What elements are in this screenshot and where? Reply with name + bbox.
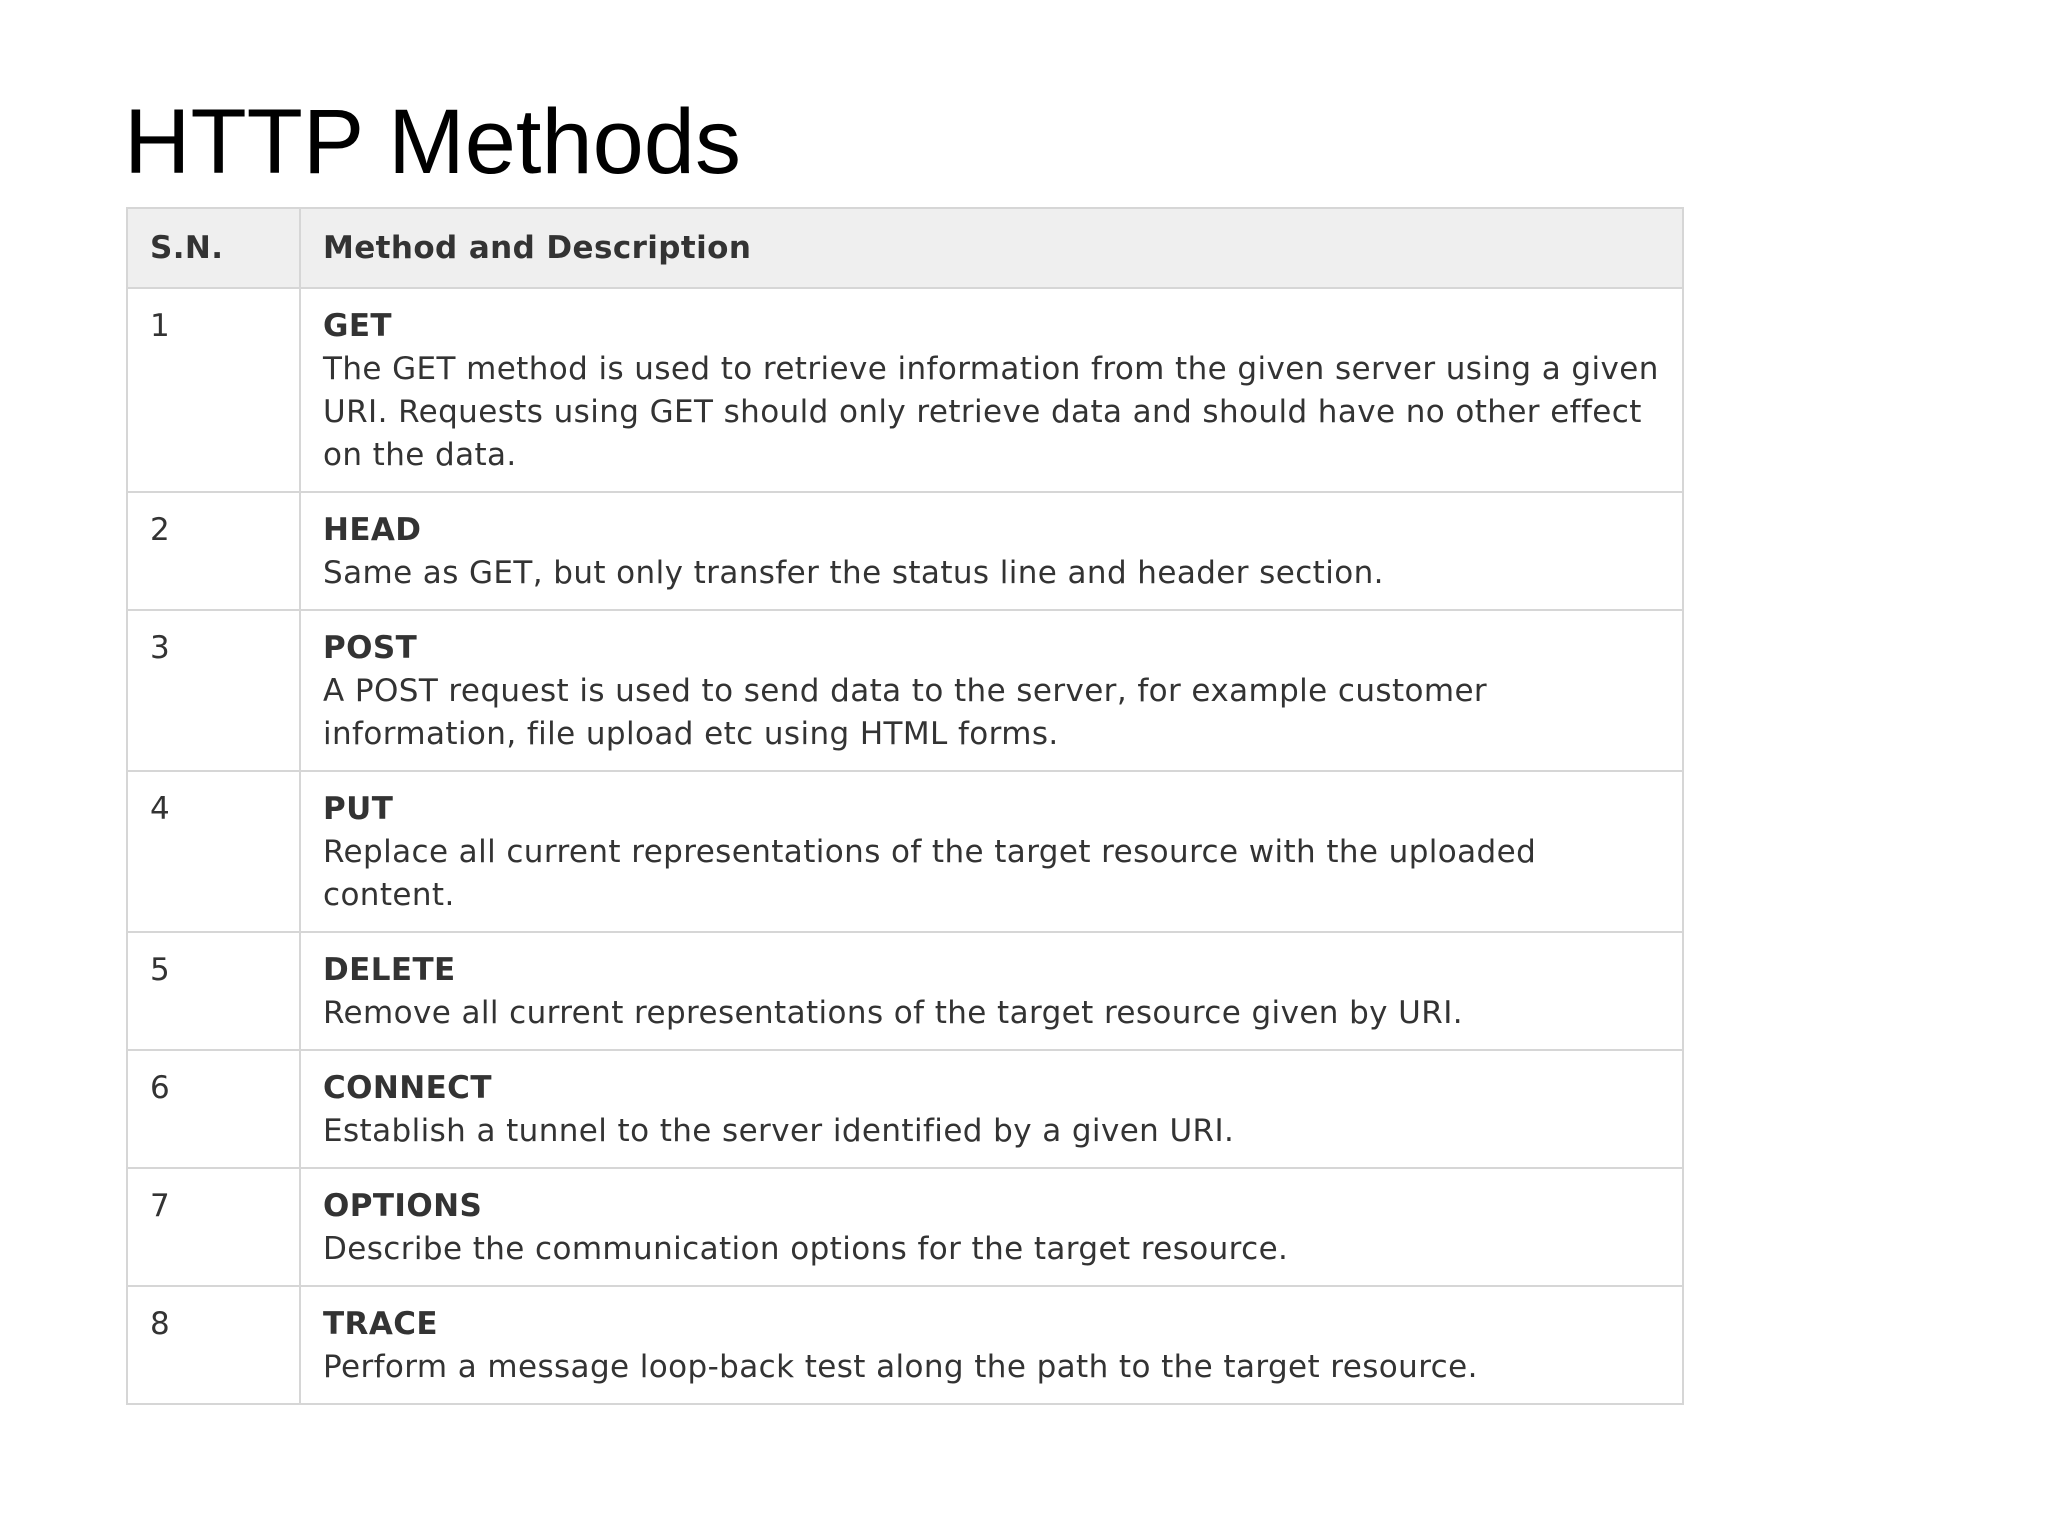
row-method-cell	[300, 288, 1683, 492]
method-name: DELETE	[323, 952, 456, 988]
table-row	[127, 288, 1683, 492]
http-methods-table	[126, 207, 1684, 1405]
method-name: CONNECT	[323, 1070, 492, 1106]
table-row	[127, 771, 1683, 932]
method-name: POST	[323, 630, 418, 666]
method-name: HEAD	[323, 512, 422, 548]
row-sn: 6	[127, 1050, 300, 1168]
table-row	[127, 610, 1683, 771]
table-header-row	[127, 208, 1683, 288]
table-row	[127, 1286, 1683, 1404]
method-name: GET	[323, 308, 392, 344]
method-description: Remove all current representations of the target resource given by URI.	[323, 995, 1463, 1031]
row-method-cell	[300, 1050, 1683, 1168]
header-sn: S.N.	[127, 208, 300, 288]
table-row	[127, 932, 1683, 1050]
table-row	[127, 492, 1683, 610]
row-method-cell	[300, 771, 1683, 932]
method-description: Replace all current representations of the target resource with the uploaded content.	[323, 834, 1537, 913]
table-row	[127, 1050, 1683, 1168]
method-name: TRACE	[323, 1306, 438, 1342]
method-name: PUT	[323, 791, 394, 827]
header-method-description: Method and Description	[300, 208, 1683, 288]
row-method-cell	[300, 932, 1683, 1050]
row-method-cell	[300, 1286, 1683, 1404]
method-description: Establish a tunnel to the server identified by a given URI.	[323, 1113, 1235, 1149]
table-row	[127, 1168, 1683, 1286]
method-description: Perform a message loop-back test along the path to the target resource.	[323, 1349, 1478, 1385]
row-method-cell	[300, 492, 1683, 610]
method-description: Describe the communication options for the target resource.	[323, 1231, 1289, 1267]
method-description: The GET method is used to retrieve information from the given server using a given URI. Requests using GET should only retrieve data and should have no other effect on the data.	[323, 351, 1659, 473]
method-description: A POST request is used to send data to the server, for example customer information, file upload etc using HTML forms.	[323, 673, 1488, 752]
method-name: OPTIONS	[323, 1188, 483, 1224]
row-sn: 2	[127, 492, 300, 610]
table-body	[127, 288, 1683, 1404]
method-description: Same as GET, but only transfer the status line and header section.	[323, 555, 1384, 591]
row-sn: 7	[127, 1168, 300, 1286]
row-sn: 4	[127, 771, 300, 932]
row-method-cell	[300, 610, 1683, 771]
row-sn: 3	[127, 610, 300, 771]
slide-title: HTTP Methods	[124, 91, 741, 193]
row-sn: 1	[127, 288, 300, 492]
row-sn: 8	[127, 1286, 300, 1404]
row-method-cell	[300, 1168, 1683, 1286]
row-sn: 5	[127, 932, 300, 1050]
table-header	[127, 208, 1683, 288]
